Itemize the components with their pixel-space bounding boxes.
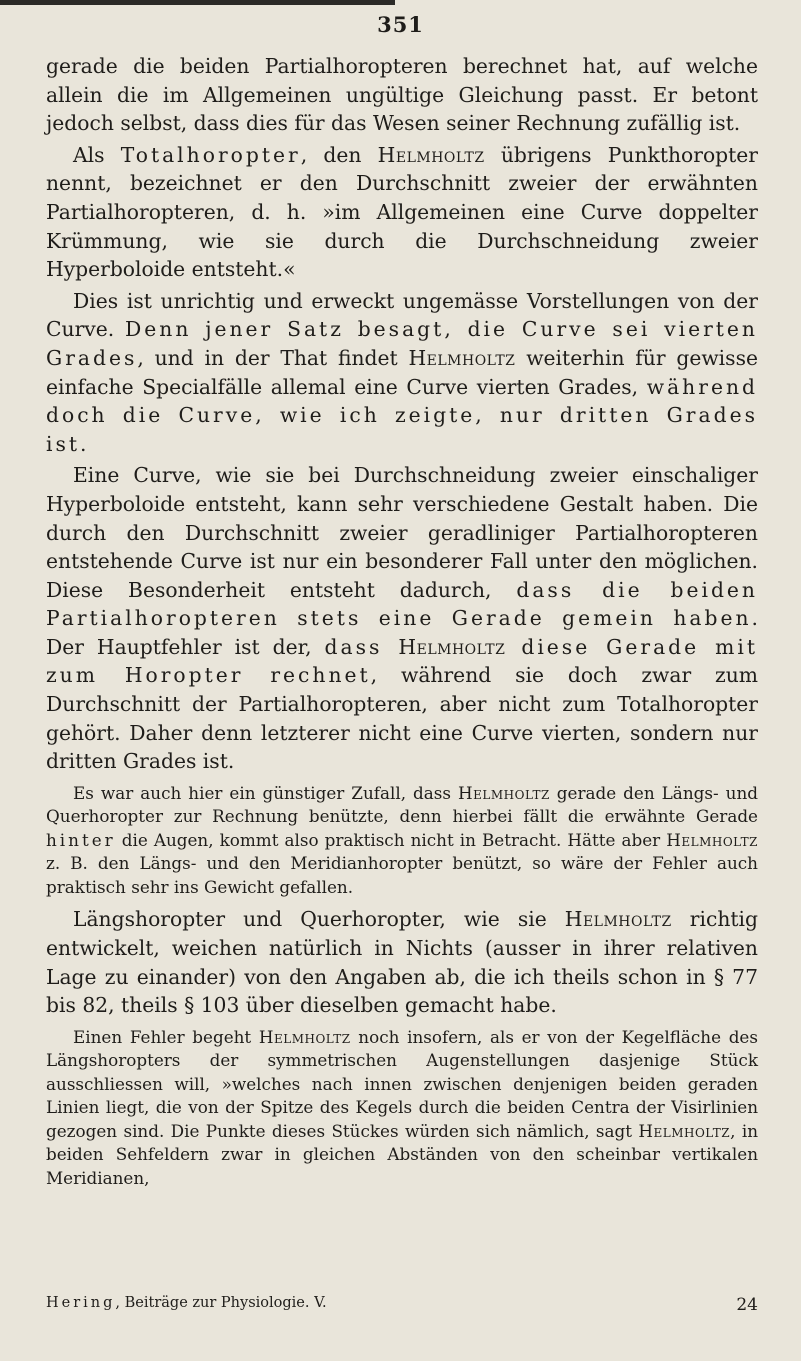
text-run: weiterhin für gewisse einfache Specialfälle allemal eine Curve vierten Grades, [46, 345, 758, 399]
body-paragraph [46, 905, 758, 1019]
text-run: übrigens Punkthoropter nennt, bezeichnet er den Durchschnitt zweier der erwähnten Partialhoropteren, d. h. »im Allgemeinen eine Curve doppelter Krümmung, wie sie durch die Durchschneidung zweier Hyperboloide entsteht.« [46, 142, 758, 282]
text-run: die Augen, kommt also praktisch nicht in Betracht. Hätte aber [115, 829, 667, 850]
text-run: . Der Hauptfehler ist der, [46, 606, 758, 659]
text-run: Längshoropter und Querhoropter, wie sie [73, 907, 565, 932]
author-name: Helmholtz [398, 634, 506, 659]
author-name: Helmholtz [638, 1120, 731, 1141]
text-run: gerade den Längs- und Querhoropter zur Rechnung benützte, denn hierbei fällt die erwähnte Gerade [46, 782, 759, 827]
emphasis-text: Totalhoropter [120, 142, 301, 167]
emphasis-text: hinter [46, 829, 116, 850]
signature-mark: 24 [736, 1295, 758, 1315]
small-print-paragraph [46, 782, 758, 900]
text-run: Es war auch hier ein günstiger Zufall, dass [73, 782, 459, 803]
body-paragraph [46, 52, 758, 138]
text-run: , während sie doch zwar zum Durchschnitt der Partialhoropteren, aber nicht zum Totalhoropter gehört. Daher denn letzterer nicht eine Curve vierten, sondern nur dritten Grades ist. [46, 663, 758, 774]
body-paragraph [46, 461, 758, 776]
footer-source [46, 1295, 327, 1315]
text-run: . [80, 431, 87, 456]
emphasis-text: Denn jener Satz besagt, die Curve sei vierten Grades [46, 317, 758, 370]
text-run: gerade die beiden Partialhoropteren berechnet hat, auf welche allein die im Allgemeinen ungültige Gleichung passt. Er betont jedoch selbst, dass dies für das Wesen seiner Rechnung zufällig ist. [46, 54, 758, 136]
top-rule [0, 0, 395, 5]
emphasis-text: dass [324, 634, 399, 659]
text-run: Dies ist unrichtig und erweckt ungemässe Vorstellungen von der Curve. [46, 288, 758, 342]
author-name: Helmholtz [458, 782, 550, 803]
author-name: Helmholtz [666, 829, 758, 850]
text-run: , den [300, 142, 378, 167]
emphasis-text: während doch die Curve, wie ich zeigte, nur dritten Grades ist [46, 374, 758, 456]
footer-author: Hering [46, 1295, 116, 1311]
text-run: richtig entwickelt, weichen natürlich in Nichts (ausser in ihrer relativen Lage zu einander) von den Angaben ab, die ich theils schon in § 77 bis 82, theils § 103 über dieselben gemacht habe. [46, 907, 758, 1018]
page-number: 351 [377, 12, 424, 37]
emphasis-text: dass die beiden Partialhoropteren stets eine Gerade gemein haben [46, 577, 758, 631]
text-run: z. B. den Längs- und den Meridianhoropter benützt, so wäre der Fehler auch praktisch sehr ins Gewicht gefallen. [46, 853, 758, 897]
author-name: Helmholtz [564, 907, 672, 932]
text-run: Als [73, 142, 121, 167]
author-name: Helmholtz [258, 1026, 351, 1047]
author-name: Helmholtz [408, 345, 516, 370]
body-text [46, 52, 758, 1190]
author-name: Helmholtz [377, 142, 485, 167]
text-run: , und in der That findet [137, 345, 409, 370]
text-run: Eine Curve, wie sie bei Durchschneidung zweier einschaliger Hyperboloide entsteht, kann sehr verschiedene Gestalt haben. Die durch den Durchschnitt zweier geradliniger Partialhoropteren entstehende Curve ist nur ein besonderer Fall unter den möglichen. Diese Besonderheit entsteht dadurch, [46, 463, 758, 602]
body-paragraph [46, 141, 758, 284]
page-footer [46, 1295, 758, 1315]
body-paragraph [46, 287, 758, 459]
footer-source-title: , Beiträge zur Physiologie. V. [115, 1295, 327, 1311]
text-run: noch insofern, als er von der Kegelfläche des Längshoropters der symmetrischen Augenstellungen dasjenige Stück ausschliessen will, »welches nach innen zwischen denjenigen beiden geraden Linien liegt, die von der Spitze des Kegels durch die beiden Centra der Visirlinien gezogen sind. Die Punkte dieses Stückes würden sich nämlich, sagt [46, 1026, 758, 1141]
text-run: Einen Fehler begeht [73, 1026, 259, 1047]
emphasis-text: diese Gerade mit zum Horopter rechnet [46, 634, 759, 688]
small-print-paragraph [46, 1026, 758, 1191]
text-run: , in beiden Sehfeldern zwar in gleichen Abständen von den scheinbar vertikalen Meridianen, [46, 1120, 759, 1188]
